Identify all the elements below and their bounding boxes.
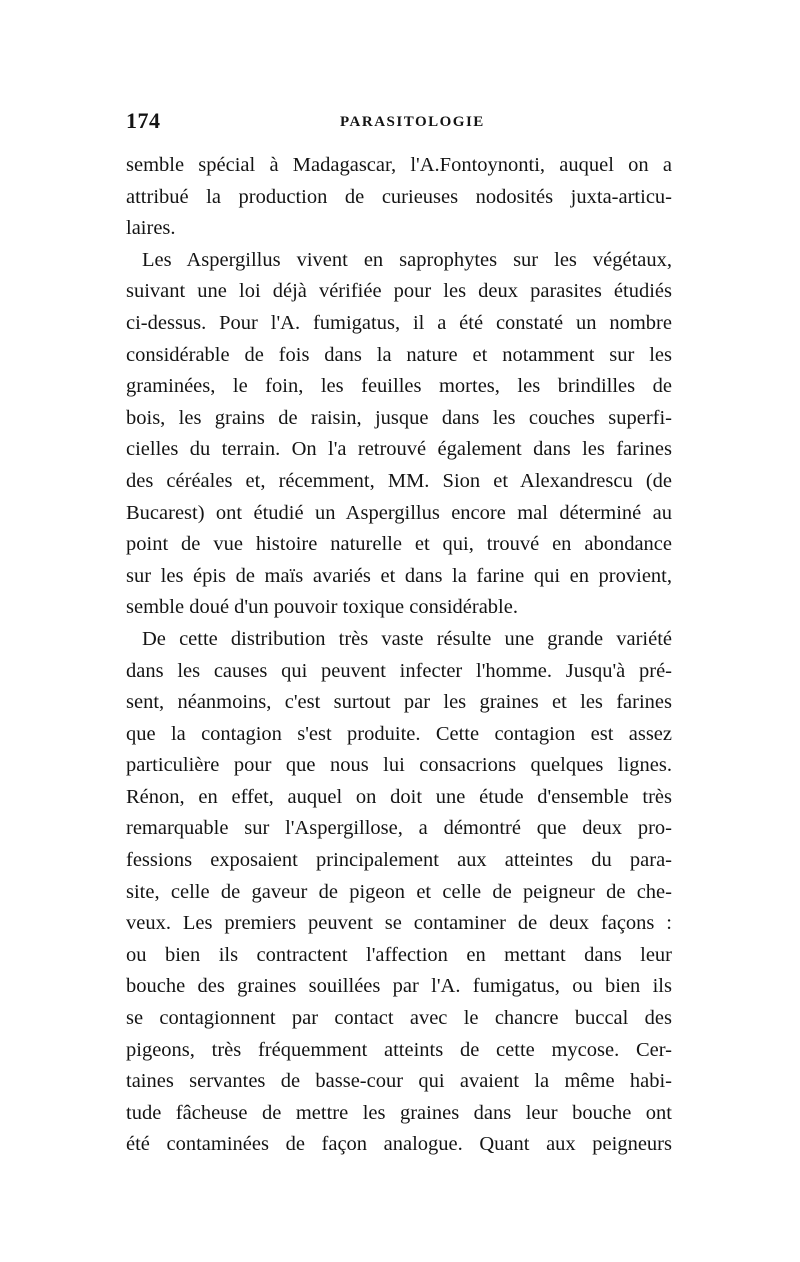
text-line: cielles du terrain. On l'a retrouvé également dans les farines [126, 438, 672, 461]
text-line: fessions exposaient principalement aux atteintes du para- [126, 849, 672, 872]
text-line: semble spécial à Madagascar, l'A.Fontoynonti, auquel on a [126, 154, 672, 176]
text-line: veux. Les premiers peuvent se contaminer de deux façons : [126, 912, 672, 935]
text-line: graminées, le foin, les feuilles mortes, les brindilles de [126, 375, 672, 398]
text-line: bois, les grains de raisin, jusque dans les couches superfi- [126, 406, 672, 429]
text-line: ci-dessus. Pour l'A. fumigatus, il a été constaté un nombre [126, 311, 672, 334]
text-line: ou bien ils contractent l'affection en mettant dans leur [126, 943, 672, 966]
text-line: bouche des graines souillées par l'A. fumigatus, ou bien ils [126, 975, 672, 998]
text-line: des céréales et, récemment, MM. Sion et Alexandrescu (de [126, 469, 672, 492]
text-line: considérable de fois dans la nature et notamment sur les [126, 343, 672, 366]
text-line: point de vue histoire naturelle et qui, trouvé en abondance [126, 533, 672, 556]
text-line: Les Aspergillus vivent en saprophytes sur les végétaux, [142, 248, 672, 271]
text-line: pigeons, très fréquemment atteints de cette mycose. Cer- [126, 1038, 672, 1061]
body-text [126, 150, 672, 1161]
text-line: sur les épis de maïs avariés et dans la farine qui en provient, [126, 564, 672, 587]
text-line: sent, néanmoins, c'est surtout par les graines et les farines [126, 691, 672, 714]
running-head: PARASITOLOGIE [340, 114, 485, 130]
text-line: que la contagion s'est produite. Cette contagion est assez [126, 722, 672, 745]
text-line: laires. [126, 217, 176, 240]
text-line: particulière pour que nous lui consacrions quelques lignes. [126, 754, 672, 777]
page-number: 174 [126, 108, 161, 133]
text-line: tude fâcheuse de mettre les graines dans leur bouche ont [126, 1101, 672, 1124]
text-line: attribué la production de curieuses nodosités juxta-articu- [126, 185, 672, 208]
text-line: Bucarest) ont étudié un Aspergillus encore mal déterminé au [126, 501, 672, 524]
text-line: site, celle de gaveur de pigeon et celle de peigneur de che- [126, 880, 672, 903]
text-line: semble doué d'un pouvoir toxique considérable. [126, 596, 518, 619]
text-line: suivant une loi déjà vérifiée pour les deux parasites étudiés [126, 280, 672, 303]
text-line: taines servantes de basse-cour qui avaient la même habi- [126, 1070, 672, 1093]
text-line: se contagionnent par contact avec le chancre buccal des [126, 1007, 672, 1030]
text-line: dans les causes qui peuvent infecter l'homme. Jusqu'à pré- [126, 659, 672, 682]
text-line: été contaminées de façon analogue. Quant aux peigneurs [126, 1133, 672, 1156]
text-line: De cette distribution très vaste résulte une grande variété [142, 627, 672, 650]
text-line: Rénon, en effet, auquel on doit une étude d'ensemble très [126, 785, 672, 808]
text-line: remarquable sur l'Aspergillose, a démontré que deux pro- [126, 817, 672, 840]
